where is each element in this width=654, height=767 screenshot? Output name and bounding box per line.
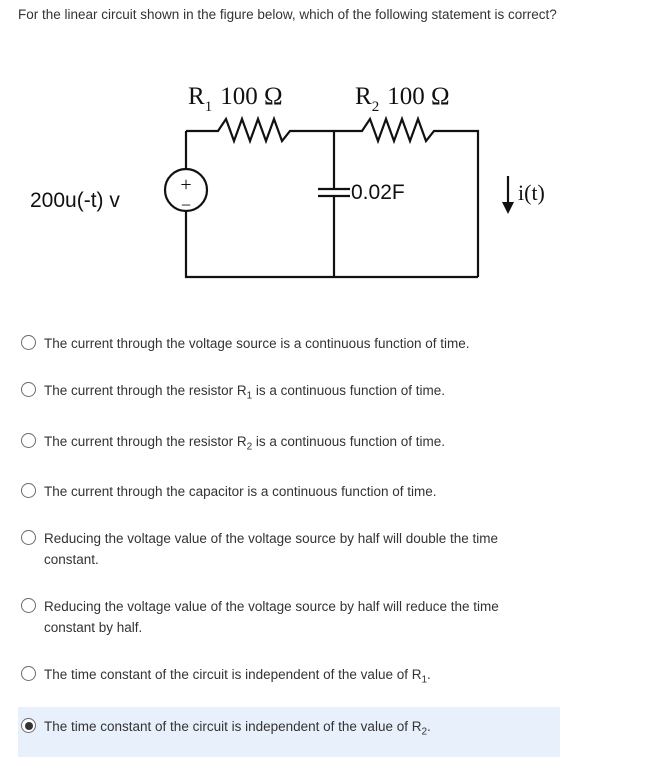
answer-option-3[interactable]: [18, 430, 560, 456]
radio-button[interactable]: [21, 598, 36, 613]
option-label: Reducing the voltage value of the voltage source by half will reduce the time constant by half.: [44, 599, 499, 635]
radio-button[interactable]: [21, 382, 36, 397]
radio-button[interactable]: [21, 530, 36, 545]
option-label: The current through the capacitor is a continuous function of time.: [44, 484, 437, 499]
question-text: For the linear circuit shown in the figure below, which of the following statement is correct?: [18, 7, 557, 22]
option-label: Reducing the voltage value of the voltage source by half will double the time constant.: [44, 531, 499, 567]
option-label: The current through the voltage source is a continuous function of time.: [44, 336, 470, 351]
source-plus: +: [180, 174, 192, 196]
radio-button-selected[interactable]: [21, 718, 36, 733]
answer-option-4[interactable]: [18, 480, 560, 506]
answer-option-8[interactable]: [18, 707, 560, 757]
answer-option-7[interactable]: [18, 663, 560, 689]
option-label: The time constant of the circuit is independent of the value of $R_2$.: [44, 719, 431, 738]
circuit-diagram: [0, 0, 654, 300]
source-minus: −: [180, 195, 192, 215]
r1-label: $R_1$ 100 Ω: [188, 83, 283, 115]
option-label: The current through the resistor $R_2$ is a continuous function of time.: [44, 434, 446, 453]
r2-label: $R_2$ 100 Ω: [355, 83, 450, 115]
answer-option-2[interactable]: [18, 379, 560, 405]
capacitor-label: 0.02F: [351, 181, 405, 204]
answer-option-6[interactable]: [18, 595, 560, 641]
answer-option-1[interactable]: [18, 332, 560, 358]
radio-button[interactable]: [21, 433, 36, 448]
radio-button[interactable]: [21, 483, 36, 498]
radio-button[interactable]: [21, 666, 36, 681]
resistor-r1: [186, 119, 334, 141]
current-label: i(t): [518, 180, 545, 205]
wire-source-bottom: [186, 211, 478, 277]
radio-button[interactable]: [21, 335, 36, 350]
answer-option-5[interactable]: [18, 527, 560, 573]
source-label: 200u(-t) v: [30, 189, 120, 212]
option-label: The current through the resistor $R_1$ is a continuous function of time.: [44, 383, 446, 402]
option-label: The time constant of the circuit is independent of the value of $R_1$.: [44, 667, 431, 686]
current-arrow-head: [502, 202, 514, 214]
